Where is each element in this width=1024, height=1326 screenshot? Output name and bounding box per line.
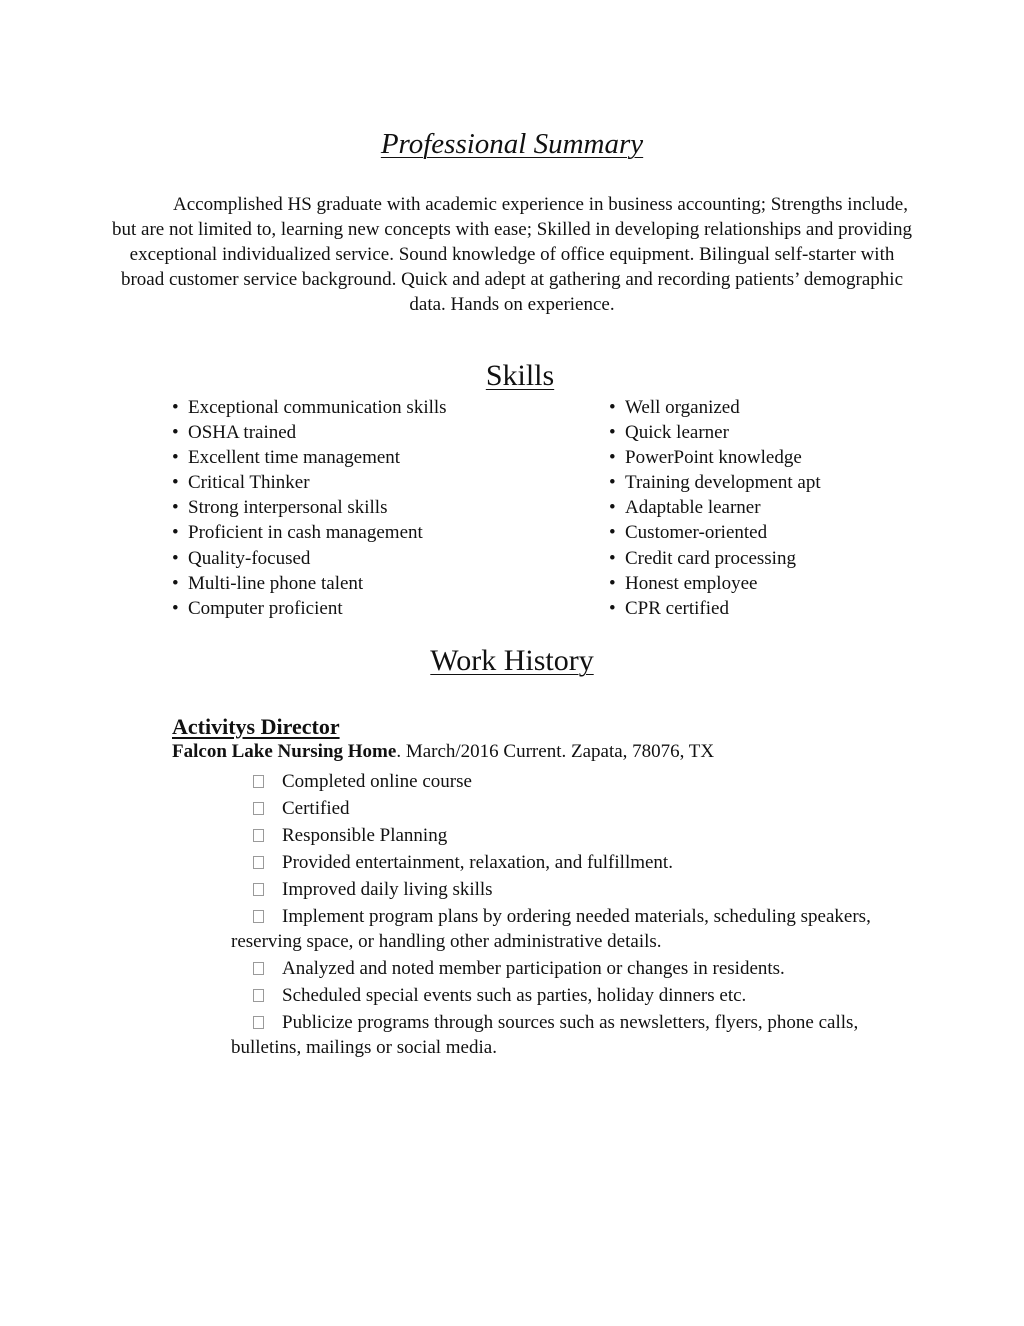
checkbox-glyph-icon xyxy=(253,802,264,815)
skill-item xyxy=(172,520,447,545)
bullet-icon: • xyxy=(609,597,616,619)
bullet-icon: • xyxy=(172,547,179,569)
skill-item xyxy=(609,420,821,445)
skill-item xyxy=(609,395,821,420)
skill-item xyxy=(172,596,447,621)
checkbox-glyph-icon xyxy=(253,883,264,896)
bullet-icon: • xyxy=(172,497,179,519)
bullet-icon: • xyxy=(609,472,616,494)
duty-item xyxy=(231,796,881,821)
duty-text: Implement program plans by ordering needed materials, scheduling speakers, reserving space, or handling other administrative details. xyxy=(231,906,871,952)
skill-text: Proficient in cash management xyxy=(188,522,423,544)
job-meta xyxy=(172,741,714,763)
duty-text: Provided entertainment, relaxation, and fulfillment. xyxy=(282,852,673,873)
skill-text: Strong interpersonal skills xyxy=(188,497,388,519)
duty-text: Completed online course xyxy=(282,771,472,792)
skill-item xyxy=(172,395,447,420)
professional-summary-heading: Professional Summary xyxy=(380,128,644,160)
job-duties-list xyxy=(231,769,881,1062)
skill-text: Customer-oriented xyxy=(625,522,768,544)
duty-item xyxy=(231,1010,881,1060)
checkbox-glyph-icon xyxy=(253,1016,264,1029)
duty-text: Scheduled special events such as parties, holiday dinners etc. xyxy=(282,985,747,1006)
checkbox-glyph-icon xyxy=(253,829,264,842)
skill-text: OSHA trained xyxy=(188,422,297,444)
bullet-icon: • xyxy=(172,522,179,544)
skill-text: Critical Thinker xyxy=(188,472,310,494)
bullet-icon: • xyxy=(609,522,616,544)
employer-name: Falcon Lake Nursing Home xyxy=(172,741,397,762)
bullet-icon: • xyxy=(172,447,179,469)
duty-item xyxy=(231,956,881,981)
professional-summary-text xyxy=(112,192,912,317)
skill-item xyxy=(172,470,447,495)
skill-item xyxy=(609,495,821,520)
duty-item xyxy=(231,983,881,1008)
bullet-icon: • xyxy=(172,397,179,418)
skill-text: Exceptional communication skills xyxy=(188,397,447,418)
skill-item xyxy=(172,445,447,470)
job-details: . March/2016 Current. Zapata, 78076, TX xyxy=(396,741,715,762)
bullet-icon: • xyxy=(172,572,179,594)
skill-item xyxy=(172,420,447,445)
skills-heading: Skills xyxy=(485,359,555,392)
duty-text: Analyzed and noted member participation or changes in residents. xyxy=(282,958,785,979)
bullet-icon: • xyxy=(609,547,616,569)
skill-item xyxy=(609,546,821,571)
bullet-icon: • xyxy=(172,422,179,444)
checkbox-glyph-icon xyxy=(253,989,264,1002)
duty-item xyxy=(231,904,881,954)
skill-text: Well organized xyxy=(625,397,740,418)
skill-text: Excellent time management xyxy=(188,447,401,469)
skill-text: Computer proficient xyxy=(188,597,343,619)
skill-text: CPR certified xyxy=(625,597,729,619)
bullet-icon: • xyxy=(609,572,616,594)
skill-item xyxy=(172,495,447,520)
duty-text: Publicize programs through sources such as newsletters, flyers, phone calls, bulletins, mailings or social media. xyxy=(231,1012,859,1058)
checkbox-glyph-icon xyxy=(253,775,264,788)
skill-text: Credit card processing xyxy=(625,547,796,569)
skill-item xyxy=(172,571,447,596)
skill-text: Training development apt xyxy=(625,472,821,494)
duty-text: Certified xyxy=(282,798,350,819)
work-history-heading: Work History xyxy=(430,644,594,677)
summary-body: Accomplished HS graduate with academic experience in business accounting; Strengths include, but are not limited to, learning new concepts with ease; Skilled in developing relationships and providing exceptional individualized service. Sound knowledge of office equipment. Bilingual self-starter with broad customer service background. Quick and adept at gathering and recording patients’ demographic data. Hands on experience. xyxy=(112,194,912,315)
bullet-icon: • xyxy=(172,597,179,619)
skill-text: Adaptable learner xyxy=(625,497,761,519)
bullet-icon: • xyxy=(609,422,616,444)
duty-item xyxy=(231,823,881,848)
skills-list-right xyxy=(609,395,821,621)
bullet-icon: • xyxy=(172,472,179,494)
bullet-icon: • xyxy=(609,497,616,519)
skill-text: Quick learner xyxy=(625,422,729,444)
skill-item xyxy=(609,571,821,596)
skill-item xyxy=(609,470,821,495)
skill-item xyxy=(609,520,821,545)
duty-text: Responsible Planning xyxy=(282,825,448,846)
skill-item xyxy=(172,546,447,571)
skill-text: PowerPoint knowledge xyxy=(625,447,802,469)
skills-list-left xyxy=(172,395,447,621)
skill-text: Multi-line phone talent xyxy=(188,572,364,594)
skill-text: Quality-focused xyxy=(188,547,311,569)
checkbox-glyph-icon xyxy=(253,856,264,869)
checkbox-glyph-icon xyxy=(253,962,264,975)
skill-text: Honest employee xyxy=(625,572,758,594)
duty-item xyxy=(231,850,881,875)
checkbox-glyph-icon xyxy=(253,910,264,923)
duty-text: Improved daily living skills xyxy=(282,879,493,900)
duty-item xyxy=(231,769,881,794)
skill-item xyxy=(609,445,821,470)
bullet-icon: • xyxy=(609,397,616,418)
duty-item xyxy=(231,877,881,902)
job-title: Activitys Director xyxy=(172,714,340,739)
skill-item xyxy=(609,596,821,621)
bullet-icon: • xyxy=(609,447,616,469)
